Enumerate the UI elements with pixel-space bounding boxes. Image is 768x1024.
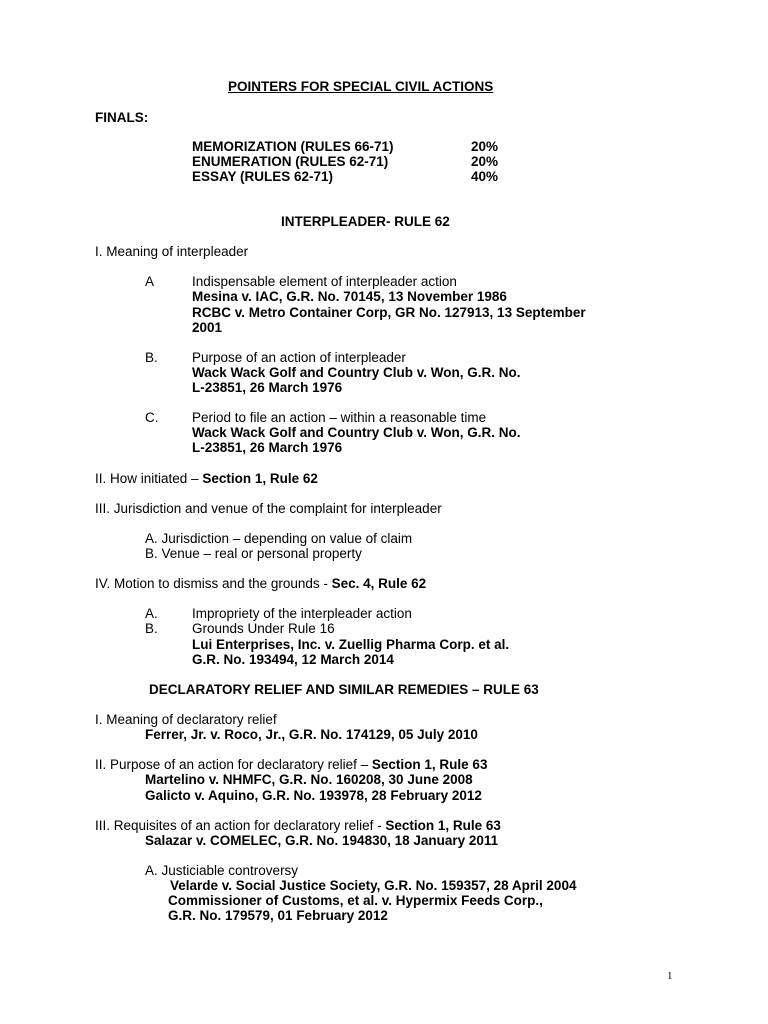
rule-reference: Sec. 4, Rule 62 — [331, 576, 427, 591]
outline-item — [95, 471, 318, 486]
section-heading-interpleader: INTERPLEADER- RULE 62 — [281, 214, 450, 229]
finals-item: ESSAY (RULES 62-71) — [192, 169, 334, 184]
outline-item — [95, 576, 426, 591]
case-citation: Wack Wack Golf and Country Club v. Won, G.R. No. — [192, 425, 521, 440]
finals-item: MEMORIZATION (RULES 66-71) — [192, 139, 394, 154]
outline-letter: A. — [145, 606, 158, 621]
finals-percent: 20% — [471, 154, 499, 169]
outline-subitem: Impropriety of the interpleader action — [192, 606, 412, 621]
outline-subitem: Indispensable element of interpleader action — [192, 274, 457, 289]
outline-letter: B. — [145, 621, 158, 636]
rule-reference: Section 1, Rule 62 — [202, 471, 318, 486]
outline-item-text: III. Requisites of an action for declaratory relief - — [95, 818, 386, 833]
rule-reference: Section 1, Rule 63 — [371, 757, 488, 772]
outline-item — [95, 757, 487, 772]
outline-letter: B. — [145, 350, 158, 365]
case-citation: Lui Enterprises, Inc. v. Zuellig Pharma Corp. et al. — [192, 637, 510, 652]
outline-item-text: II. How initiated – — [95, 471, 203, 486]
finals-label: FINALS: — [95, 110, 149, 125]
case-citation: Galicto v. Aquino, G.R. No. 193978, 28 February 2012 — [145, 788, 482, 803]
outline-item: I. Meaning of interpleader — [95, 244, 249, 259]
outline-letter: C. — [145, 410, 159, 425]
finals-item: ENUMERATION (RULES 62-71) — [192, 154, 389, 169]
page-number: 1 — [667, 970, 673, 982]
outline-subitem: Purpose of an action of interpleader — [192, 350, 406, 365]
rule-reference: Section 1, Rule 63 — [385, 818, 501, 833]
outline-item: I. Meaning of declaratory relief — [95, 712, 277, 727]
case-citation: 2001 — [192, 320, 223, 335]
case-citation: L-23851, 26 March 1976 — [192, 380, 343, 395]
page-title: POINTERS FOR SPECIAL CIVIL ACTIONS — [228, 79, 494, 94]
finals-percent: 20% — [471, 139, 499, 154]
outline-item-text: II. Purpose of an action for declaratory relief – — [95, 757, 372, 772]
outline-subitem: Grounds Under Rule 16 — [192, 621, 335, 636]
outline-letter: A — [145, 274, 155, 289]
case-citation: RCBC v. Metro Container Corp, GR No. 127913, 13 September — [192, 305, 586, 320]
case-citation: Commissioner of Customs, et al. v. Hypermix Feeds Corp., — [168, 893, 543, 908]
outline-subitem: A. Jurisdiction – depending on value of claim — [145, 531, 413, 546]
outline-subitem: B. Venue – real or personal property — [145, 546, 362, 561]
outline-item-text: IV. Motion to dismiss and the grounds - — [95, 576, 332, 591]
case-citation: G.R. No. 193494, 12 March 2014 — [192, 652, 394, 667]
case-citation: L-23851, 26 March 1976 — [192, 440, 343, 455]
case-citation: Velarde v. Social Justice Society, G.R. No. 159357, 28 April 2004 — [170, 878, 577, 893]
case-citation: G.R. No. 179579, 01 February 2012 — [168, 908, 388, 923]
finals-percent: 40% — [471, 169, 499, 184]
case-citation: Ferrer, Jr. v. Roco, Jr., G.R. No. 174129, 05 July 2010 — [145, 727, 478, 742]
outline-item: III. Jurisdiction and venue of the complaint for interpleader — [95, 501, 442, 516]
outline-subitem: A. Justiciable controversy — [145, 863, 299, 878]
case-citation: Wack Wack Golf and Country Club v. Won, G.R. No. — [192, 365, 521, 380]
section-heading-declaratory: DECLARATORY RELIEF AND SIMILAR REMEDIES – RULE 63 — [149, 682, 539, 697]
case-citation: Mesina v. IAC, G.R. No. 70145, 13 November 1986 — [192, 289, 507, 304]
outline-item — [95, 818, 501, 833]
case-citation: Salazar v. COMELEC, G.R. No. 194830, 18 January 2011 — [145, 833, 499, 848]
case-citation: Martelino v. NHMFC, G.R. No. 160208, 30 June 2008 — [145, 772, 473, 787]
outline-subitem: Period to file an action – within a reasonable time — [192, 410, 487, 425]
